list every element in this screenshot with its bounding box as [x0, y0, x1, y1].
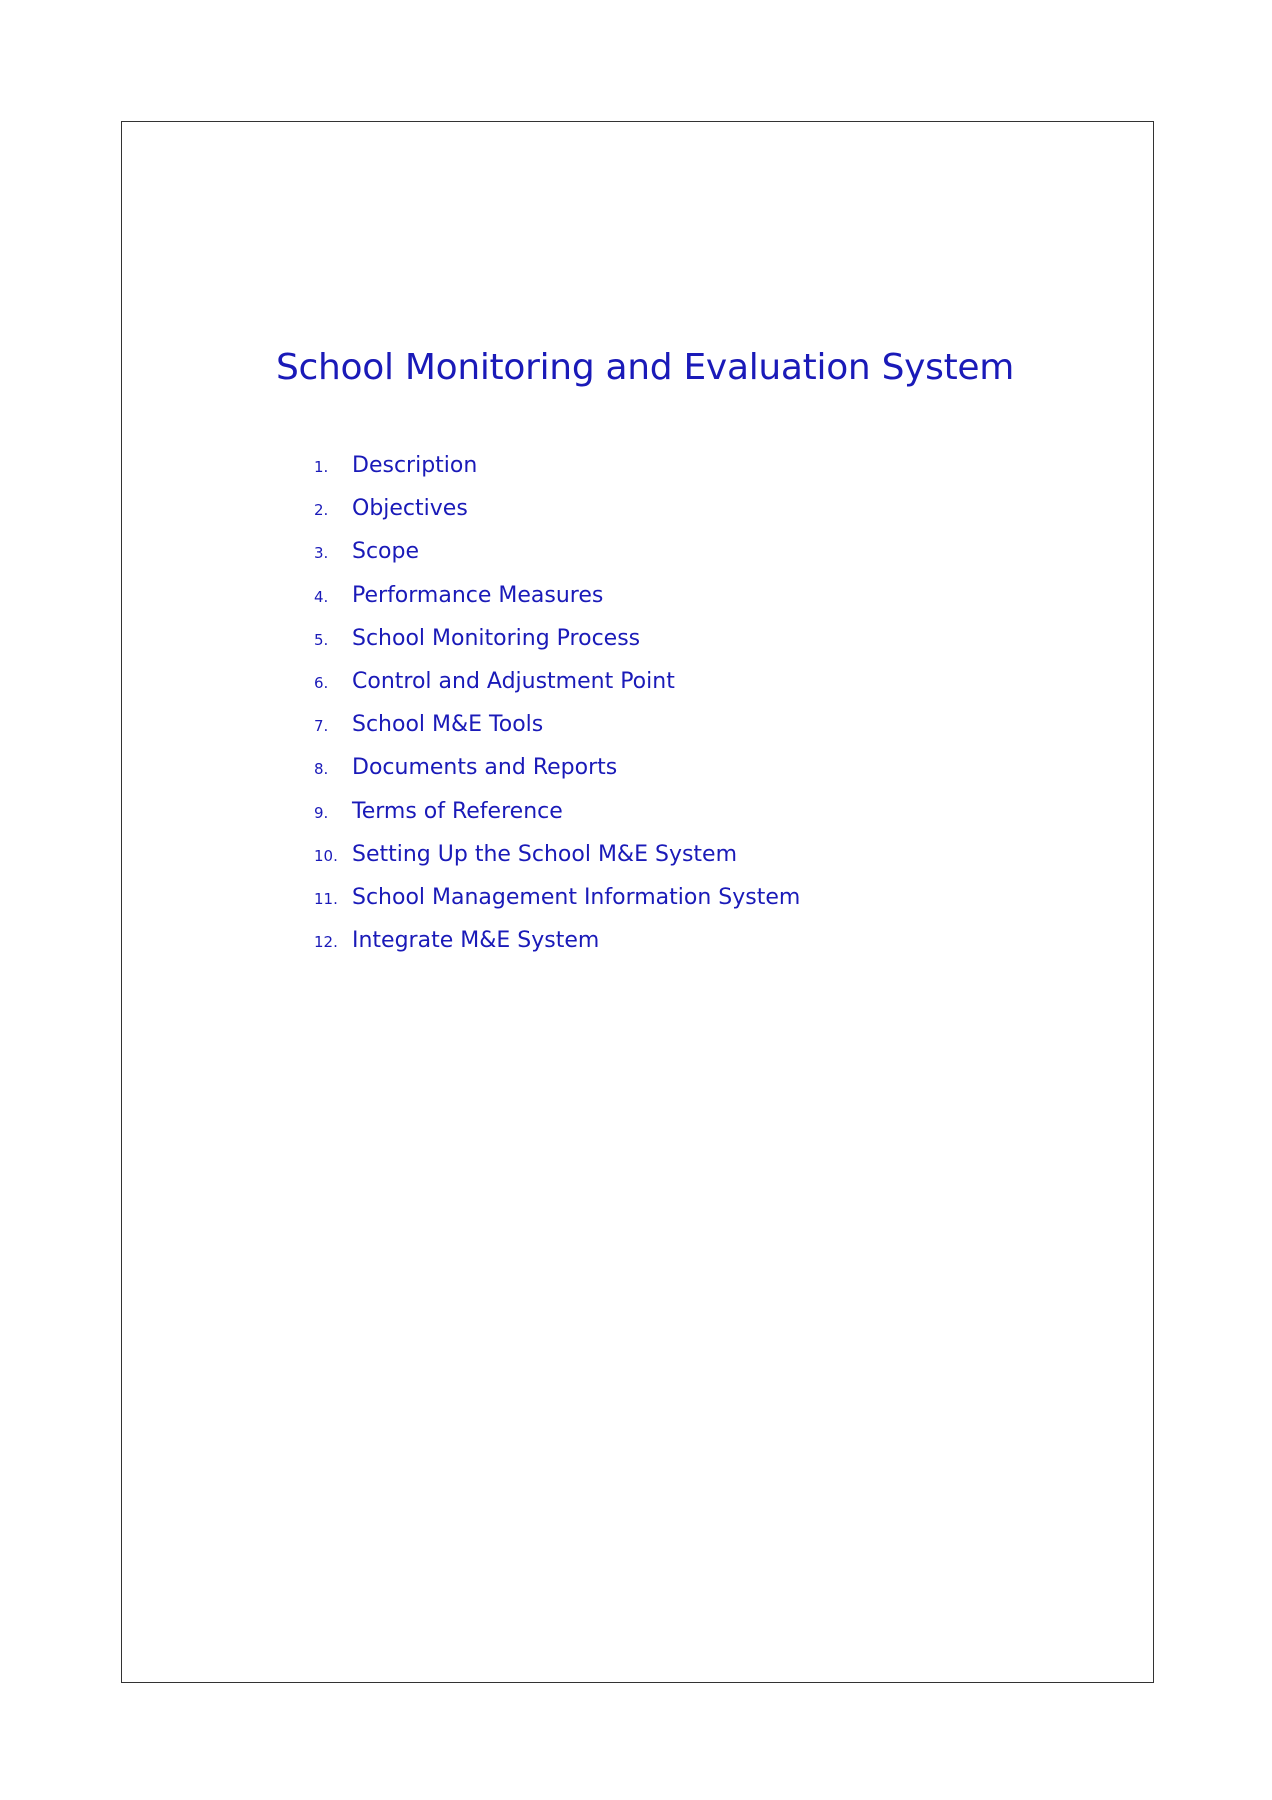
toc-item-description[interactable]	[314, 453, 800, 496]
toc-number: 9.	[314, 803, 329, 822]
toc-number: 5.	[314, 630, 329, 649]
toc-link[interactable]: Description	[352, 453, 478, 478]
toc-item-performance-measures[interactable]	[314, 583, 800, 626]
toc-number: 1.	[314, 458, 329, 476]
toc-link[interactable]: Objectives	[352, 496, 468, 522]
toc-link[interactable]: Integrate M&E System	[352, 928, 600, 954]
table-of-contents	[314, 453, 800, 971]
toc-link[interactable]: School Management Information System	[352, 884, 801, 910]
toc-number: 10.	[314, 846, 338, 865]
toc-item-objectives[interactable]	[314, 496, 800, 539]
toc-number: 7.	[314, 717, 329, 736]
toc-number: 6.	[314, 673, 329, 692]
toc-number: 12.	[314, 933, 338, 952]
toc-link[interactable]: Setting Up the School M&E System	[352, 841, 738, 867]
toc-item-integrate-me-system[interactable]	[314, 928, 800, 971]
toc-number: 4.	[314, 587, 329, 606]
toc-link[interactable]: School Monitoring Process	[352, 625, 641, 651]
toc-link[interactable]: Documents and Reports	[352, 755, 618, 781]
toc-item-school-me-tools[interactable]	[314, 712, 800, 755]
toc-item-control-adjustment-point[interactable]	[314, 669, 800, 712]
toc-item-terms-of-reference[interactable]	[314, 799, 800, 842]
toc-item-school-monitoring-process[interactable]	[314, 626, 800, 669]
toc-number: 8.	[314, 760, 329, 779]
toc-item-management-information-system[interactable]	[314, 885, 800, 928]
toc-item-documents-reports[interactable]	[314, 755, 800, 798]
toc-link[interactable]: Scope	[352, 539, 420, 565]
document-title: School Monitoring and Evaluation System	[276, 347, 1015, 388]
toc-item-setting-up-system[interactable]	[314, 842, 800, 885]
toc-link[interactable]: Performance Measures	[352, 582, 604, 608]
toc-number: 2.	[314, 501, 329, 520]
toc-number: 11.	[314, 889, 338, 908]
toc-link[interactable]: Terms of Reference	[352, 798, 563, 824]
toc-item-scope[interactable]	[314, 539, 800, 582]
toc-number: 3.	[314, 544, 329, 563]
toc-link[interactable]: Control and Adjustment Point	[352, 668, 675, 694]
toc-link[interactable]: School M&E Tools	[352, 712, 544, 738]
